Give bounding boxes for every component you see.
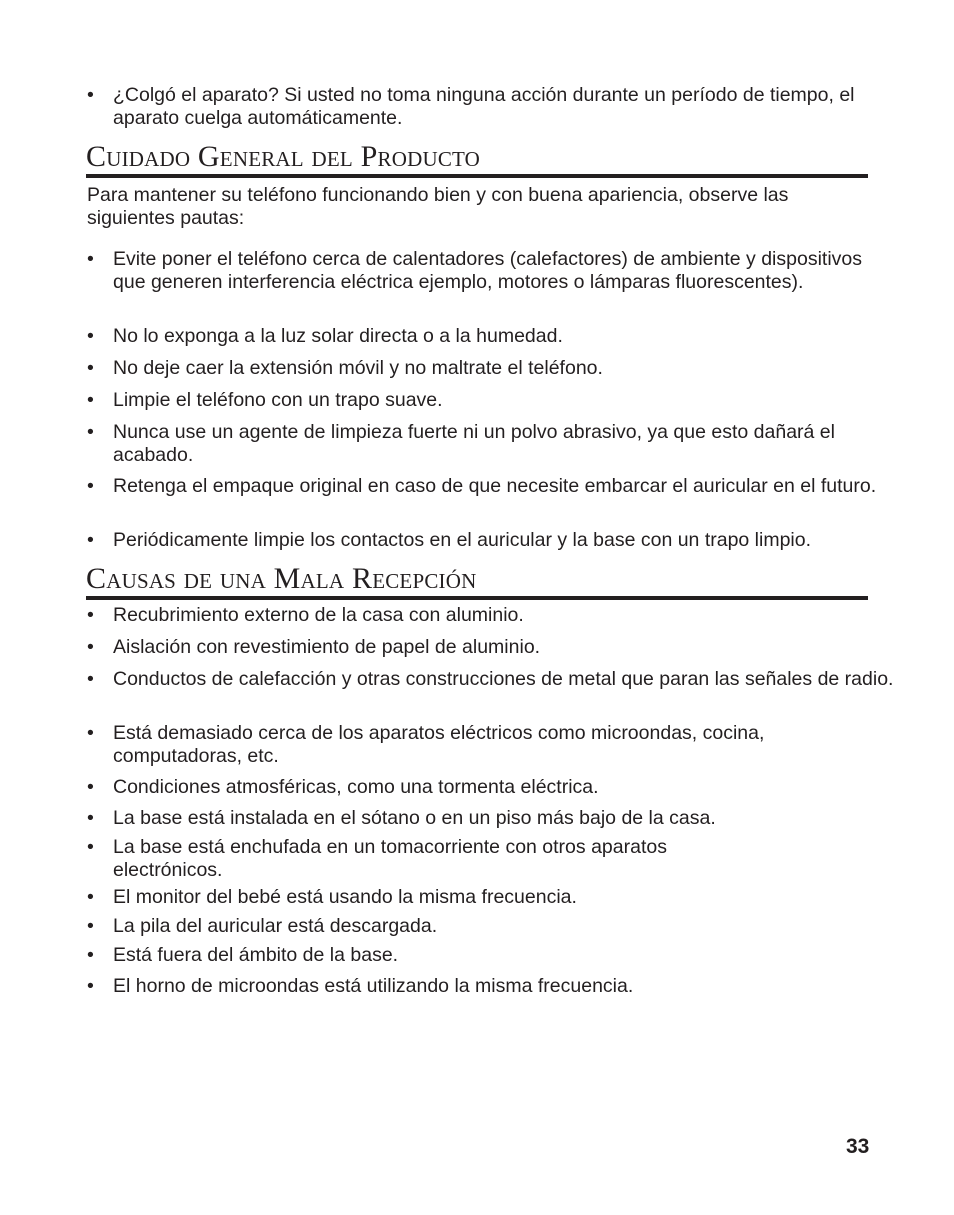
intro-bullet-text: • ¿Colgó el aparato? Si usted no toma ninguna acción durante un período de tiempo, el aparato cuelga automáticamente. xyxy=(87,84,877,129)
list-item: • Retenga el empaque original en caso de que necesite embarcar el auricular en el futuro. xyxy=(87,475,893,498)
list-item: • Recubrimiento externo de la casa con aluminio. xyxy=(87,604,903,627)
intro-bullet xyxy=(87,84,877,129)
list-item: • Condiciones atmosféricas, como una tormenta eléctrica. xyxy=(87,776,903,799)
list-item: • Conductos de calefacción y otras construcciones de metal que paran las señales de radio. xyxy=(87,668,903,691)
list-item: • Limpie el teléfono con un trapo suave. xyxy=(87,389,893,412)
page-number: 33 xyxy=(846,1135,870,1158)
list-item: • La pila del auricular está descargada. xyxy=(87,915,903,938)
list-item: • Evite poner el teléfono cerca de calentadores (calefactores) de ambiente y dispositivos que generen interferencia eléctrica ejemplo, motores o lámparas fluorescentes). xyxy=(87,248,873,293)
list-item: • El monitor del bebé está usando la misma frecuencia. xyxy=(87,886,903,909)
list-item: • No deje caer la extensión móvil y no maltrate el teléfono. xyxy=(87,357,893,380)
list-item: • No lo exponga a la luz solar directa o a la humedad. xyxy=(87,325,893,348)
list-item: • Aislación con revestimiento de papel de aluminio. xyxy=(87,636,903,659)
list-item: • La base está instalada en el sótano o en un piso más bajo de la casa. xyxy=(87,807,903,830)
list-item: • Nunca use un agente de limpieza fuerte ni un polvo abrasivo, ya que esto dañará el acabado. xyxy=(87,421,853,466)
list-item: • La base está enchufada en un tomacorriente con otros aparatos electrónicos. xyxy=(87,836,673,881)
section-heading-general-care: Cuidado General del Producto xyxy=(86,142,868,178)
list-item: • Está demasiado cerca de los aparatos eléctricos como microondas, cocina, computadoras, etc. xyxy=(87,722,873,767)
list-item: • El horno de microondas está utilizando la misma frecuencia. xyxy=(87,975,903,998)
list-item: • Está fuera del ámbito de la base. xyxy=(87,944,903,967)
list-item: • Periódicamente limpie los contactos en el auricular y la base con un trapo limpio. xyxy=(87,529,893,552)
section-heading-bad-reception: Causas de una Mala Recepción xyxy=(86,564,868,600)
section-intro-paragraph: Para mantener su teléfono funcionando bien y con buena apariencia, observe las siguientes pautas: xyxy=(87,184,789,229)
